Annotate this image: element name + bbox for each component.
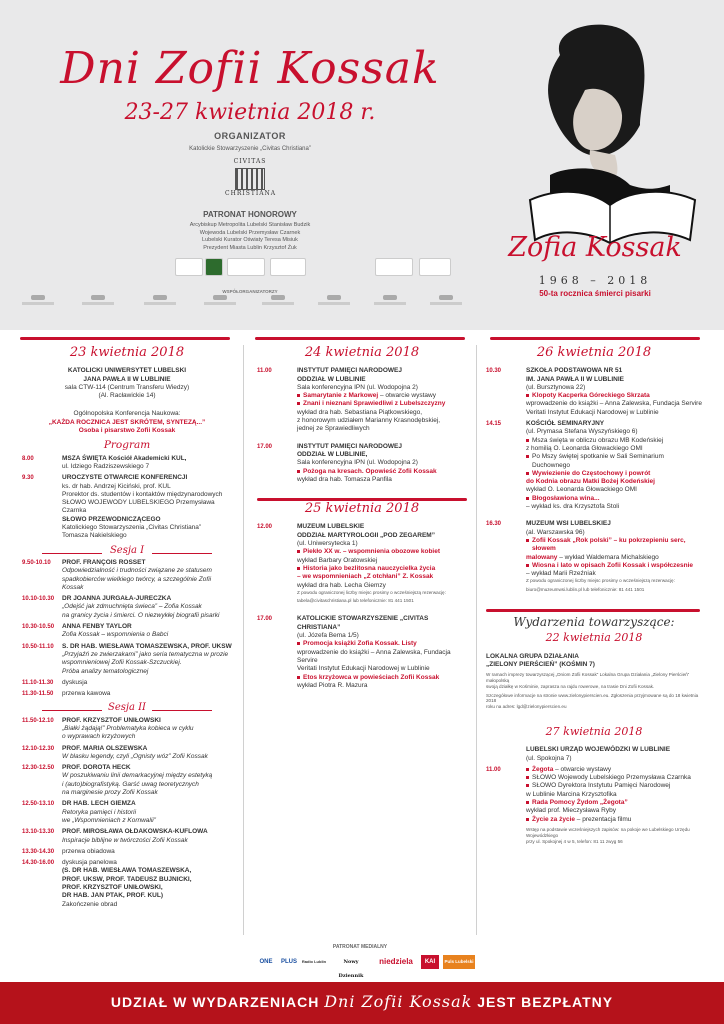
talk-title: o wyprawach krzyżowych <box>62 733 136 741</box>
item-text: swoją działkę w Kośminie, zaprasza na rajdu rowerowe, na trasie Dni Zofii Kossak. <box>486 683 655 689</box>
time: 11.50-12.10 <box>22 717 54 724</box>
bullet-item: SŁOWO Wojewody Lubelskiego Przemysława Czarnka <box>526 774 702 782</box>
museum-logo <box>419 258 451 276</box>
voivodeship-crest-icon <box>205 258 223 276</box>
patron-item: Lubelski Kurator Oświaty Teresa Misiuk <box>202 237 298 243</box>
note: tabela@civitaschristiana.pl lub telefonicznie: 81 441 1501 <box>297 598 414 604</box>
event-block <box>257 367 467 433</box>
item-text: MSZA ŚWIĘTA Kościół Akademicki KUL, <box>62 454 187 462</box>
venue-name: MUZEUM WSI LUBELSKIEJ <box>526 520 611 528</box>
item-text: (S. DR HAB. WIESŁAWA TOMASZEWSKA, <box>62 867 192 875</box>
media-logo: KAI <box>421 955 439 969</box>
venue-name: MUZEUM LUBELSKIE <box>297 523 365 531</box>
time: 10.30 <box>486 368 502 375</box>
archdiocese-logo <box>175 258 203 276</box>
session-item <box>22 764 232 797</box>
item-text: PROF. UKSW, PROF. TADEUSZ BUJNICKI, <box>62 875 192 883</box>
day-heading: 25 kwietnia 2018 <box>304 501 420 517</box>
bullet-item: Błogosławiona wina... <box>526 495 702 503</box>
item-text: SŁOWO WOJEWODY LUBELSKIEGO Przemysława Czarnka <box>62 499 215 515</box>
venue-name: KATOLICKIE STOWARZYSZENIE „CIVITAS CHRISTIANA” <box>297 615 429 631</box>
coorganizers-heading: WSPÓŁORGANIZATORZY <box>222 289 278 294</box>
conference-label: Ogólnopolska Konferencja Naukowa: <box>73 410 181 418</box>
item-text: wykład dra hab. Tomasza Panfila <box>297 475 392 483</box>
column-23-april <box>22 345 232 912</box>
time: 12.30-12.50 <box>22 765 55 772</box>
patron-item: Prezydent Miasta Lublin Krzysztof Żuk <box>203 244 297 251</box>
event-block <box>486 746 702 763</box>
speaker: ANNA FENBY TAYLOR <box>62 623 132 631</box>
event-block <box>486 367 702 417</box>
venue-line: (Al. Racławickie 14) <box>98 392 156 400</box>
speaker: S. DR HAB. WIESŁAWA TOMASZEWSKA, PROF. UKSW <box>62 642 232 650</box>
bullet-item: Rada Pomocy Żydom „Żegota” <box>526 799 702 807</box>
section-divider <box>255 337 465 340</box>
venue-line: sala CTW-114 (Centrum Transferu Wiedzy) <box>64 383 190 391</box>
civitas-building-icon <box>235 168 265 190</box>
bullet-item-cont: – we wspomnieniach „Z otchłani” Z. Kossak <box>297 573 434 581</box>
venue-address: Sala konferencyjna IPN (ul. Wodopojna 2) <box>297 383 418 391</box>
bullet-item <box>297 392 467 400</box>
event-block <box>257 615 467 690</box>
time: 11.00 <box>257 368 272 375</box>
venue-line: JANA PAWŁA II W LUBLINIE <box>83 375 171 383</box>
item-text: Veritati Instytut Edukacji Narodowej w Lublinie <box>526 408 659 416</box>
venue-name: ODDZIAŁ MARTYROLOGII „POD ZEGAREM” <box>297 531 435 539</box>
item-text: z honorowym udziałem Marianny Krasnodębskiej, <box>297 417 441 425</box>
note: przy ul. Spokojnej 4 w 5, telefon: 81 11 zwyg 56 <box>526 838 623 844</box>
civitas-logo-top: CIVITAS <box>233 158 267 165</box>
media-patronage-heading: PATRONAT MEDIALNY <box>332 944 388 950</box>
session-item <box>22 690 232 698</box>
venue-name: IM. JANA PAWŁA II W LUBLINIE <box>526 375 624 383</box>
coorganizer-logo <box>80 295 116 309</box>
venue-address: (ul. Bursztynowa 22) <box>526 383 586 391</box>
coorganizer-logo <box>372 295 408 309</box>
footer-post: JEST BEZPŁATNY <box>477 994 614 1010</box>
event-block <box>257 523 467 606</box>
time: 10.10-10.30 <box>22 596 55 603</box>
time: 13.10-13.30 <box>22 829 55 836</box>
item-text: PROF. KRZYSZTOF UNIŁOWSKI, <box>62 884 163 892</box>
program-item <box>22 455 232 472</box>
bullet-title: Żegota <box>532 765 554 773</box>
bullet-rest: – prezentacja filmu <box>575 815 632 823</box>
time <box>486 746 526 763</box>
bullet-rest: – wykład Waldemara Michalskiego <box>557 553 659 561</box>
time: 11.30-11.50 <box>22 691 54 698</box>
time: 12.50-13.10 <box>22 801 55 808</box>
bullet-item-cont: do Kodnia obrazu Matki Bożej Kodeńskiej <box>526 478 655 486</box>
time: 14.15 <box>486 421 502 428</box>
event-block <box>486 420 702 511</box>
media-logos <box>255 955 495 979</box>
session-item <box>22 679 232 687</box>
time: 12.10-12.30 <box>22 745 55 752</box>
speaker: PROF. FRANÇOIS ROSSET <box>62 558 146 566</box>
speaker: PROF. KRZYSZTOF UNIŁOWSKI <box>62 716 161 724</box>
bullet-item: Etos krzyżowca w powieściach Zofii Kossak <box>297 674 467 682</box>
coorganizer-logos <box>20 295 470 315</box>
bullet-item: Znani i nieznani Sprawiedliwi z Lubelszczyzny <box>297 400 467 408</box>
hero-years: 1968 – 2018 <box>538 274 652 287</box>
item-text: Katolickiego Stowarzyszenia „Civitas Christiana” <box>62 524 202 532</box>
item-text: wykład O. Leonarda Głowackiego OMI <box>526 486 637 494</box>
hero-anniversary: 50-ta rocznica śmierci pisarki <box>539 289 651 298</box>
item-text: wprowadzenie do książki – Anna Zalewska, Fundacja Servire <box>526 400 702 408</box>
item-text: Veritati Instytut Edukacji Narodowej w Lublinie <box>297 665 430 673</box>
kuratorium-logo <box>227 258 265 276</box>
column-24-25-april <box>257 345 467 693</box>
item-text: z homilią O. Leonarda Głowackiego OMI <box>526 444 643 452</box>
item-text: SŁOWO PRZEWODNICZĄCEGO <box>62 515 161 523</box>
section-divider <box>20 337 230 340</box>
venue-name: LUBELSKI URZĄD WOJEWÓDZKI W LUBLINIE <box>526 746 671 754</box>
note: roku na adres: lgd@zielonypierscien.eu <box>486 704 567 710</box>
talk-title: spadkobierców wielkiego twórcy, a szczególnie Zofii Kossak <box>62 575 212 591</box>
bullet-item: Piekło XX w. – wspomnienia obozowe kobiet <box>297 548 467 556</box>
item-text: Tomasza Nakielskiego <box>62 532 127 540</box>
conference-subtitle: Osoba i pisarstwo Zofii Kossak <box>78 427 176 435</box>
time: 13.30-14.30 <box>22 848 55 855</box>
media-logo: Nowy Dziennik <box>338 959 364 979</box>
venue-name: „ZIELONY PIERŚCIEŃ” (KOŚMIN 7) <box>486 660 595 668</box>
bullet-item: SŁOWO Dyrektora Instytutu Pamięci Narodowej <box>526 782 702 790</box>
section-divider <box>490 337 700 340</box>
time: 10.30-10.50 <box>22 624 55 631</box>
conference-title: „KAŻDA ROCZNICA JEST SKRÓTEM, SYNTEZĄ...” <box>48 418 206 426</box>
time: 12.00 <box>257 524 273 531</box>
day-heading: 26 kwietnia 2018 <box>536 345 652 360</box>
bullet-rest: – otwarcie wystawy <box>378 392 436 400</box>
talk-title: na granicy życia i śmierci. O niezwykłej biografii pisarki <box>62 611 220 619</box>
item-text: UROCZYSTE OTWARCIE KONFERENCJI <box>62 474 188 482</box>
item-text: dyskusja panelowa <box>62 859 117 867</box>
speaker: PROF. DOROTA HECK <box>62 764 131 772</box>
day-heading: 22 kwietnia 2018 <box>545 631 643 645</box>
day-heading: 23 kwietnia 2018 <box>69 345 185 360</box>
bullet-item <box>526 766 702 774</box>
coorganizer-logo <box>142 295 178 309</box>
civitas-logo-bottom: CHRISTIANA <box>225 190 277 197</box>
coorganizer-logo <box>428 295 464 309</box>
venue-name: SZKOŁA PODSTAWOWA NR 51 <box>526 367 623 375</box>
venue-name: ODDZIAŁ W LUBLINIE, <box>297 450 368 458</box>
venue-address: Sala konferencyjna IPN (ul. Wodopojna 2) <box>297 459 418 467</box>
item-text: wprowadzenie do książki – Anna Zalewska, Fundacja Servire <box>297 648 451 664</box>
item-text: Zakończenie obrad <box>62 900 118 908</box>
coorganizer-logo <box>20 295 56 309</box>
venue-address: (ul. Uniwersytecka 1) <box>297 540 358 548</box>
ipn-logo <box>375 258 413 276</box>
coorganizer-logo <box>260 295 296 309</box>
talk-title: Retoryka pamięci i historii <box>62 808 137 816</box>
talk-title: Zofia Kossak – wspomnienia o Babci <box>62 631 169 639</box>
talk-title: Inspiracje biblijne w twórczości Zofii Kossak <box>62 836 188 844</box>
time: 11.10-11.30 <box>22 679 54 686</box>
lublin-city-logo <box>270 258 306 276</box>
time: 8.00 <box>22 455 34 462</box>
session-item <box>22 623 232 640</box>
talk-title: „Odejść jak zdmuchnięta świeca” – Zofia Kossak <box>62 603 202 611</box>
bullet-item: Promocja książki Zofia Kossak. Listy <box>297 640 467 648</box>
time: 11.00 <box>486 766 501 773</box>
note: biuro@muzeumwsi.lublin.pl lub telefonicznie: 81 441 1501 <box>526 586 645 592</box>
event-block <box>486 766 702 847</box>
section-divider <box>486 609 700 612</box>
talk-title: wspomnieniowej Zofii Kossak-Szczuckiej. <box>62 659 182 667</box>
speaker: DR JOANNA JURGAŁA-JURECZKA <box>62 595 172 603</box>
footer-event-name: Dni Zofii Kossak <box>324 992 473 1011</box>
session-heading: Sesja I <box>22 547 232 555</box>
time: 9.30 <box>22 475 34 482</box>
session-item <box>22 643 232 676</box>
venue-name: ODDZIAŁ W LUBLINIE <box>297 375 366 383</box>
media-logo: niedziela <box>379 957 413 966</box>
venue-address: (ul. Józefa Bema 1/5) <box>297 632 359 640</box>
venue-address: (al. Warszawska 96) <box>526 528 585 536</box>
coorganizer-logo <box>202 295 238 309</box>
note: Wstęp na podstawie wcześniejszych zapisów: na pokoje we Lubelskiego Urzędu Wojewódzkiego <box>526 826 690 838</box>
bullet-item: Pożoga na kresach. Opowieść Zofii Kossak <box>297 468 467 476</box>
bullet-title: malowany <box>526 553 558 561</box>
patronage-list <box>140 222 360 252</box>
item-text: wykład Barbary Oratowskiej <box>297 556 378 564</box>
venue-name: KOŚCIÓŁ SEMINARYJNY <box>526 420 605 428</box>
venue-address: (ul. Spokojna 7) <box>526 754 572 762</box>
organizer-heading: ORGANIZATOR <box>214 131 286 141</box>
session-item <box>22 828 232 845</box>
note: Z powodu ograniczonej liczby miejsc prosimy o wcześniejszą rezerwację: <box>526 578 675 584</box>
talk-title: na marginesie prozy Zofii Kossak <box>62 789 158 797</box>
venue-name: INSTYTUT PAMIĘCI NARODOWEJ <box>297 367 402 375</box>
venue-name: INSTYTUT PAMIĘCI NARODOWEJ <box>297 442 402 450</box>
item-text: – wykład Marii Rzeźniak <box>526 570 596 578</box>
item-text: ks. dr hab. Andrzej Kiciński, prof. KUL <box>62 482 171 490</box>
program-item <box>22 474 232 540</box>
coorganizer-logo <box>316 295 352 309</box>
session-item <box>22 559 232 592</box>
talk-title: W poszukiwaniu linii demarkacyjnej między estetyką <box>62 772 213 780</box>
bullet-title: Samarytanie z Markowej <box>303 392 379 400</box>
talk-title: we „Wspomnieniach z Kornwalii” <box>62 816 156 824</box>
speaker: DR HAB. LECH GIEMZA <box>62 800 136 808</box>
column-divider <box>243 345 244 935</box>
item-text: wykład prof. Mieczysława Ryby <box>526 807 616 815</box>
talk-title: „Przyjaźń ze zwierzakami” jako seria tematyczna w prozie <box>62 650 229 658</box>
time: 10.50-11.10 <box>22 643 54 650</box>
time: 16.30 <box>486 521 502 528</box>
column-divider <box>476 345 477 935</box>
event-title: Dni Zofii Kossak <box>60 43 440 94</box>
session-item <box>22 717 232 742</box>
bullet-title: Życie za życie <box>532 815 575 823</box>
bullet-item: Zofii Kossak „Rok polski” – ku pokrzepieniu serc, słowem <box>526 537 702 554</box>
bullet-item: Klopoty Kacperka Góreckiego Skrzata <box>526 392 702 400</box>
footer-banner <box>0 982 724 1024</box>
speaker: PROF. MIROSŁAWA OŁDAKOWSKA-KUFLOWA <box>62 828 208 836</box>
venue-name: LOKALNA GRUPA DZIAŁANIA <box>486 652 579 660</box>
talk-title: Próba analizy tematologicznej <box>62 667 149 675</box>
hero-name: Zofia Kossak <box>508 232 682 263</box>
program-heading: Program <box>103 439 151 452</box>
venue-line: KATOLICKI UNIWERSYTET LUBELSKI <box>67 367 187 375</box>
event-block <box>486 520 702 595</box>
media-logo: Radio Lublin <box>301 959 327 964</box>
session-item <box>22 859 232 909</box>
civitas-logo <box>225 158 275 202</box>
note: Z powodu ograniczonej liczby miejsc prosimy o wcześniejszą rezerwację: <box>297 589 446 595</box>
item-text: DR HAB. JAN PTAK, PROF. KUL) <box>62 892 163 900</box>
talk-title: „Białki żądają!” Problematyka kobieca w cyklu <box>62 724 194 732</box>
item-text: Prorektor ds. studentów i kontaktów międzynarodowych <box>62 490 223 498</box>
item-text: ul. Idziego Radziszewskiego 7 <box>62 462 150 470</box>
talk-title: i (auto)biografistyką. Garść uwag teoretycznych <box>62 780 199 788</box>
item-text: przerwa obiadowa <box>62 847 115 855</box>
media-logo: PLUS <box>280 959 297 965</box>
patronage-heading: PATRONAT HONOROWY <box>203 210 297 219</box>
media-logo: Puls Lubelski <box>443 955 475 969</box>
bullet-item-cont <box>526 554 702 562</box>
bullet-rest: – otwarcie wystawy <box>553 765 612 773</box>
event-block <box>257 443 467 484</box>
bullet-item-cont: w Lublinie Marcina Krzysztofika <box>526 790 617 798</box>
item-text: przerwa kawowa <box>62 690 111 698</box>
talk-title: W blasku legendy, czyli „Ognisty wóz” Zofii Kossak <box>62 752 208 760</box>
item-text: W ramach imprezy towarzyszącej „Dniom Zofii Kossak” Lokalna Grupa Działania „Zielony Pierścień” małopolską <box>486 672 690 683</box>
side-events-heading: Wydarzenia towarzyszące: <box>513 615 675 630</box>
session-heading: Sesja II <box>22 704 232 712</box>
footer-pre: UDZIAŁ W WYDARZENIACH <box>110 994 320 1010</box>
day-heading: 24 kwietnia 2018 <box>304 345 420 360</box>
bullet-item: Msza święta w obliczu obrazu MB Kodeńskiej <box>526 437 702 445</box>
bullet-item: Wywiezienie do Częstochowy i powrót <box>526 470 702 478</box>
item-text: wykład Piotra R. Mazura <box>297 681 368 689</box>
note: Szczegółowe informacje na stronie www.zielonypierscien.eu. Zgłoszenia przyjmowane są do 18 kwietnia 2018 <box>486 692 699 704</box>
item-text: wykład dra hab. Lecha Giemzy <box>297 581 386 589</box>
patron-item: Wojewoda Lubelski Przemysław Czarnek <box>199 229 301 236</box>
organizer-name: Katolickie Stowarzyszenie „Civitas Christiana” <box>189 146 311 152</box>
bullet-item: Wiosna i lato w opisach Zofii Kossak i współczesnie <box>526 562 702 570</box>
bullet-item: Po Mszy świętej spotkanie w Sali Seminarium Duchownego <box>526 453 702 470</box>
session-item <box>22 595 232 620</box>
item-text: wykład dra hab. Sebastiana Piątkowskiego, <box>297 408 423 416</box>
footer-text <box>0 992 724 1011</box>
day-heading: 27 kwietnia 2018 <box>545 724 643 738</box>
session-item <box>22 745 232 762</box>
time: 17.00 <box>257 616 273 623</box>
item-text: – wykład ks. dra Krzysztofa Stoli <box>526 503 620 511</box>
talk-title: Odpowiedzialność i trudności związane ze statusem <box>62 567 212 575</box>
column-26-april <box>486 345 702 850</box>
zofia-kossak-portrait <box>490 15 705 250</box>
session-item <box>22 848 232 856</box>
bullet-item <box>526 816 702 824</box>
venue-address: (ul. Prymasa Stefana Wyszyńskiego 6) <box>526 428 638 436</box>
event-dates: 23-27 kwietnia 2018 r. <box>124 100 376 125</box>
bullet-item: Historia jako bezlitosna nauczycielka życia <box>297 565 467 573</box>
speaker: PROF. MARIA OLSZEWSKA <box>62 744 148 752</box>
time: 9.50-10.10 <box>22 559 51 566</box>
item-text: dyskusja <box>62 678 88 686</box>
media-logo: ONE <box>259 959 273 965</box>
time: 14.30-16.00 <box>22 860 55 867</box>
patron-item: Arcybiskup Metropolita Lubelski Stanisław Budzik <box>189 222 311 228</box>
patron-logos <box>175 258 465 280</box>
time: 17.00 <box>257 443 273 450</box>
item-text: jednej ze Sprawiedliwych <box>297 425 370 433</box>
session-item <box>22 800 232 825</box>
